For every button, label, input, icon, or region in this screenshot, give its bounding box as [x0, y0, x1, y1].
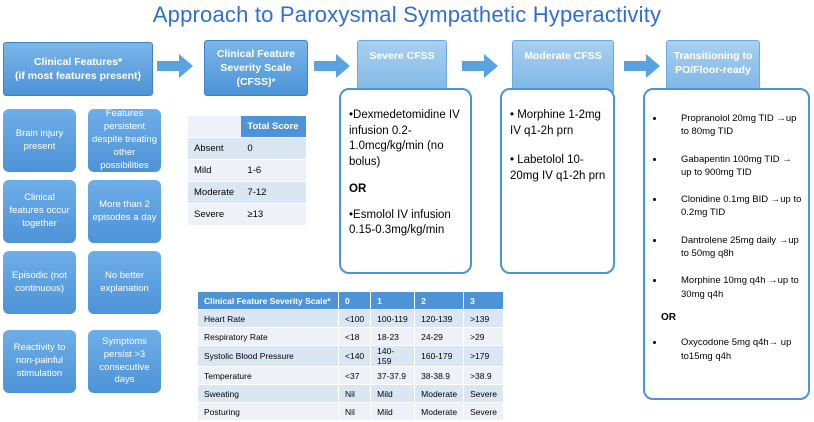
moderate-cfss-header-label: Moderate CFSS [524, 50, 602, 62]
arrow-right-icon [460, 53, 500, 79]
table-cell: Severe [464, 385, 504, 403]
score-table-corner [188, 116, 241, 138]
table-cell: >179 [464, 346, 504, 367]
table-cell: Mild [371, 385, 415, 403]
table-cell: 160-179 [415, 346, 464, 367]
table-cell: Severe [464, 403, 504, 421]
list-item: • Dantrolene 25mg daily →up to 50mg q8h [665, 234, 804, 261]
moderate-treatment-item: • Morphine 1-2mg IV q1-2h prn [510, 109, 601, 137]
cfss-header-line2: Severity Scale [220, 61, 292, 74]
transition-header [666, 40, 760, 94]
table-header-row [198, 292, 504, 310]
list-item: • Clonidine 0.1mg BID →up to 0.2mg TID [665, 193, 804, 220]
clinical-features-header [3, 42, 153, 96]
table-cell: Nil [339, 385, 371, 403]
table-row [188, 182, 306, 204]
table-row [188, 204, 306, 226]
transition-header-line1: Transitioning to [673, 50, 753, 62]
list-item: • Gabapentin 100mg TID → up to 900mg TID [665, 153, 804, 180]
severe-treatment-item: •Dexmedetomidine IV infusion 0.2-1.0mcg/kg/min (no bolus) [349, 109, 460, 168]
table-cell: 38-38.9 [415, 367, 464, 385]
table-cell: <18 [339, 328, 371, 346]
table-cell: 120-139 [415, 310, 464, 328]
feature-tile: Symptoms persist >3 consecutive days [88, 330, 161, 393]
feature-tile: Brain injury present [3, 109, 76, 172]
feature-tile: Features persistent despite treating other possibilities [88, 109, 161, 172]
table-cell: >29 [464, 328, 504, 346]
table-cell: <140 [339, 346, 371, 367]
table-cell: 140-159 [371, 346, 415, 367]
feature-tile: Reactivity to non-painful stimulation [3, 330, 76, 393]
clinical-features-header-line2: (if most features present) [14, 70, 142, 82]
score-label: Severe [188, 204, 241, 226]
or-label: OR [349, 183, 367, 196]
table-cell: Heart Rate [198, 310, 339, 328]
list-item: • Morphine 10mg q4h →up to 30mg q4h [665, 274, 804, 301]
table-cell: Mild [371, 403, 415, 421]
cfss-table [198, 292, 504, 421]
table-cell: Moderate [415, 385, 464, 403]
column-header: 0 [339, 292, 371, 310]
arrow-right-icon [312, 53, 352, 79]
feature-tile: Episodic (not continuous) [3, 251, 76, 314]
score-value: ≥13 [241, 204, 306, 226]
column-header: 1 [371, 292, 415, 310]
list-item: • Oxycodone 5mg q4h→ up to15mg q4h [665, 336, 804, 363]
arrow-right-icon [155, 53, 195, 79]
transition-list [651, 112, 804, 301]
severe-treatment-item: •Esmolol IV infusion 0.15-0.3mg/kg/min [349, 208, 451, 237]
table-row [198, 346, 504, 367]
moderate-treatment-card [500, 88, 615, 274]
list-item: • Propranolol 20mg TID →up to 80mg TID [665, 112, 804, 139]
feature-tile: No better explanation [88, 251, 161, 314]
table-cell: Sweating [198, 385, 339, 403]
table-row [188, 138, 306, 160]
table-row [188, 160, 306, 182]
table-cell: Respiratory Rate [198, 328, 339, 346]
table-cell: <100 [339, 310, 371, 328]
transition-treatment-card [643, 88, 810, 400]
feature-tile: More than 2 episodes a day [88, 180, 161, 243]
moderate-cfss-header [512, 40, 614, 94]
severe-treatment-card [339, 88, 472, 274]
cfss-header-line3: (CFSS)* [236, 76, 276, 89]
score-label: Moderate [188, 182, 241, 204]
table-row [198, 403, 504, 421]
table-cell: 18-23 [371, 328, 415, 346]
column-header: 3 [464, 292, 504, 310]
feature-tile: Clinical features occur together [3, 180, 76, 243]
table-cell: Temperature [198, 367, 339, 385]
severe-cfss-header-label: Severe CFSS [369, 50, 435, 62]
total-score-table [188, 116, 306, 226]
column-header: Clinical Feature Severity Scale* [198, 292, 339, 310]
cfss-header [204, 40, 308, 96]
transition-header-line2: PO/Floor-ready [675, 64, 751, 77]
score-label: Mild [188, 160, 241, 182]
transition-list-alt [651, 336, 804, 363]
moderate-treatment-item: • Labetolol 10-20mg IV q1-2h prn [510, 154, 606, 182]
page-title: Approach to Paroxysmal Sympathetic Hyperactivity [152, 2, 662, 27]
table-cell: Moderate [415, 403, 464, 421]
score-value: 7-12 [241, 182, 306, 204]
table-cell: Posturing [198, 403, 339, 421]
arrow-right-icon [622, 53, 662, 79]
score-value: 1-6 [241, 160, 306, 182]
table-cell: 24-29 [415, 328, 464, 346]
score-label: Absent [188, 138, 241, 160]
score-table-header: Total Score [241, 116, 306, 138]
cfss-header-line1: Clinical Feature [216, 47, 296, 60]
table-cell: 100-119 [371, 310, 415, 328]
table-cell: <37 [339, 367, 371, 385]
or-label: OR [661, 311, 676, 323]
table-cell: >139 [464, 310, 504, 328]
table-cell: Systolic Blood Pressure [198, 346, 339, 367]
table-row [198, 328, 504, 346]
table-cell: Nil [339, 403, 371, 421]
table-row [198, 310, 504, 328]
table-cell: >38.9 [464, 367, 504, 385]
clinical-features-header-line1: Clinical Features* [33, 55, 123, 68]
table-row [198, 385, 504, 403]
score-value: 0 [241, 138, 306, 160]
table-row [198, 367, 504, 385]
table-cell: 37-37.9 [371, 367, 415, 385]
column-header: 2 [415, 292, 464, 310]
